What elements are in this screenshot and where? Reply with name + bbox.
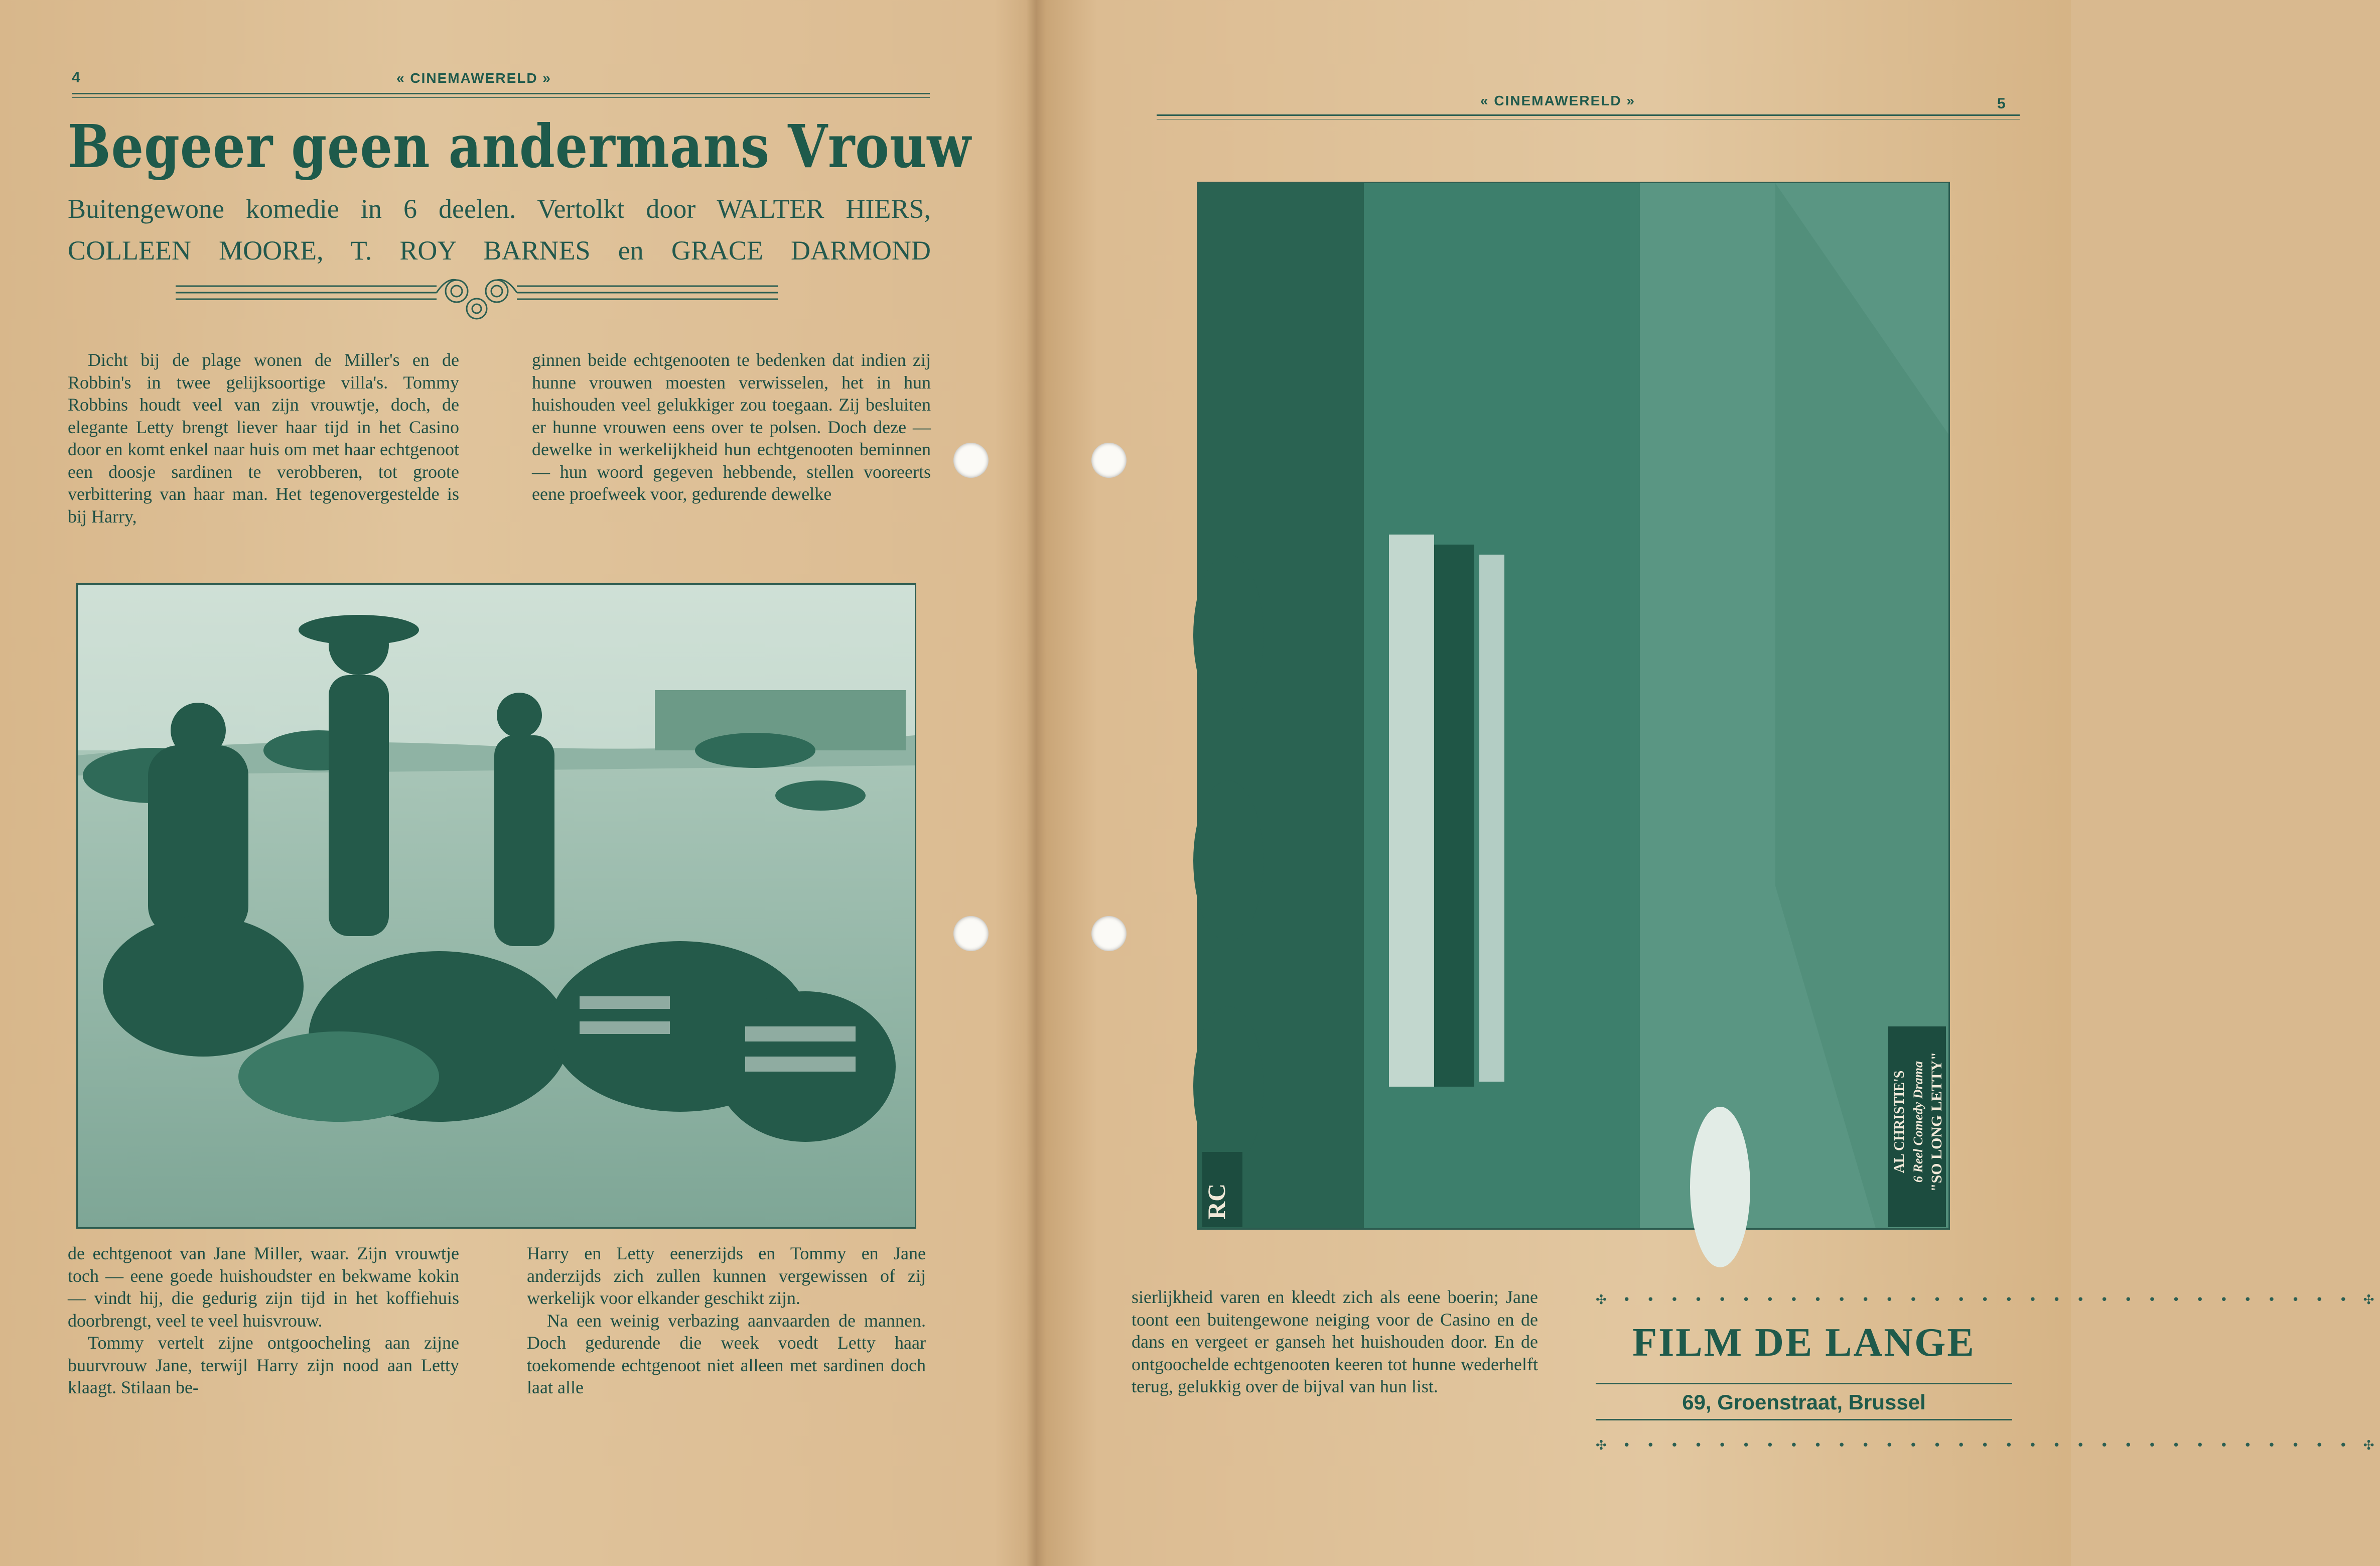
photo-caption-line-3: "SO LONG LETTY" bbox=[1928, 1052, 1945, 1192]
photo-logo-text: RC bbox=[1202, 1183, 1230, 1220]
paragraph: Na een weinig verbazing aanvaarden de mannen. Doch gedurende die week voedt Letty haar toekomende echtgenoot niet alleen met sardinen doch laat alle bbox=[527, 1310, 926, 1397]
punch-hole bbox=[953, 916, 989, 951]
paragraph: sierlijkheid varen en kleedt zich als eene boerin; Jane toont een buitengewone neiging voor de Casino en de dans en vergeet er ganseh het huishouden door. En de ontgoochelde echtgenooten keeren tot hunne wederhelft terug, gelukkig over de bijval van hun list. bbox=[1132, 1287, 1538, 1396]
paragraph: de echtgenoot van Jane Miller, waar. Zijn vrouwtje toch — eene goede huishoudster en bekwame kokin — vindt hij, die gedurig zijn tijd in het koffiehuis doorbrengt, veel te veel huisvrouw. bbox=[68, 1243, 459, 1331]
ad-rule bbox=[1596, 1383, 2012, 1384]
punch-hole bbox=[953, 443, 989, 478]
film-de-lange-advertisement bbox=[1596, 1292, 2380, 1458]
paragraph: Harry en Letty eenerzijds en Tommy en Jane anderzijds zich zullen kunnen vergewissen of zij werkelijk voor elkander geschikt zijn. bbox=[527, 1243, 926, 1308]
right-page-number: 5 bbox=[1997, 95, 2006, 112]
header-rule bbox=[1157, 114, 2020, 116]
beach-photo bbox=[76, 583, 916, 1229]
article-column-2-bottom bbox=[527, 1242, 926, 1399]
ad-title: FILM DE LANGE bbox=[1632, 1321, 1976, 1365]
article-column-1-top bbox=[68, 349, 459, 528]
dotted-border-top: ✣ • • • • • • • • • • • • • • • • • • • • • • • • • • • • • • • ✣ bbox=[1596, 1292, 2380, 1308]
ad-rule bbox=[1596, 1419, 2012, 1420]
article-subtitle-line-1: Buitengewone komedie in 6 deelen. Vertolkt door WALTER HIERS, bbox=[68, 194, 931, 224]
article-column-1-bottom bbox=[68, 1242, 459, 1399]
dotted-border-bottom: ✣ • • • • • • • • • • • • • • • • • • • • • • • • • • • • • • • ✣ bbox=[1596, 1438, 2380, 1453]
article-continuation bbox=[1132, 1286, 1538, 1398]
center-gutter bbox=[1026, 0, 1046, 1566]
punch-hole bbox=[1091, 916, 1127, 951]
photo-caption-line-2: 6 Reel Comedy Drama bbox=[1911, 1061, 1925, 1183]
paragraph: Dicht bij de plage wonen de Miller's en de Robbin's in twee gelijksoortige villa's. Tommy Robbins houdt veel van zijn vrouwtje, doch, de elegante Letty brengt liever haar tijd in het Casino door en komt enkel naar huis om met haar echtgenoot een doosje sardinen te verobberen, tot groote verbittering van haar man. Het tegenovergestelde is bij Harry, bbox=[68, 350, 459, 527]
photo-caption-line-1: AL CHRISTIE'S bbox=[1892, 1070, 1907, 1173]
ad-address: 69, Groenstraat, Brussel bbox=[1682, 1390, 1926, 1414]
header-rule bbox=[72, 97, 930, 98]
paragraph: Tommy vertelt zijne ontgoocheling aan zijne buurvrouw Jane, terwijl Harry zijn nood aan Letty klaagt. Stilaan be- bbox=[68, 1333, 459, 1397]
casino-dance-photo bbox=[1197, 182, 1950, 1230]
article-column-2-top bbox=[532, 349, 931, 505]
right-running-head: « CINEMAWERELD » bbox=[1480, 93, 1635, 108]
punch-hole bbox=[1091, 443, 1127, 478]
header-rule bbox=[72, 93, 930, 94]
left-running-head: « CINEMAWERELD » bbox=[396, 70, 551, 86]
article-title: Begeer geen andermans Vrouw bbox=[68, 111, 971, 181]
paragraph: ginnen beide echtgenooten te bedenken dat indien zij hunne vrouwen moesten verwisselen, het in hun huishouden veel gelukkiger zou toegaan. Zij besluiten er hunne vrouwen eens over te polsen. Doch deze — dewelke in werkelijkheid hun echtgenooten beminnen — hun woord gegeven hebbende, stellen vooreerts eene proefweek voor, gedurende dewelke bbox=[532, 350, 931, 504]
article-subtitle-line-2: COLLEEN MOORE, T. ROY BARNES en GRACE DARMOND bbox=[68, 235, 931, 266]
rose-ornament bbox=[176, 269, 778, 324]
left-page-number: 4 bbox=[72, 69, 80, 86]
